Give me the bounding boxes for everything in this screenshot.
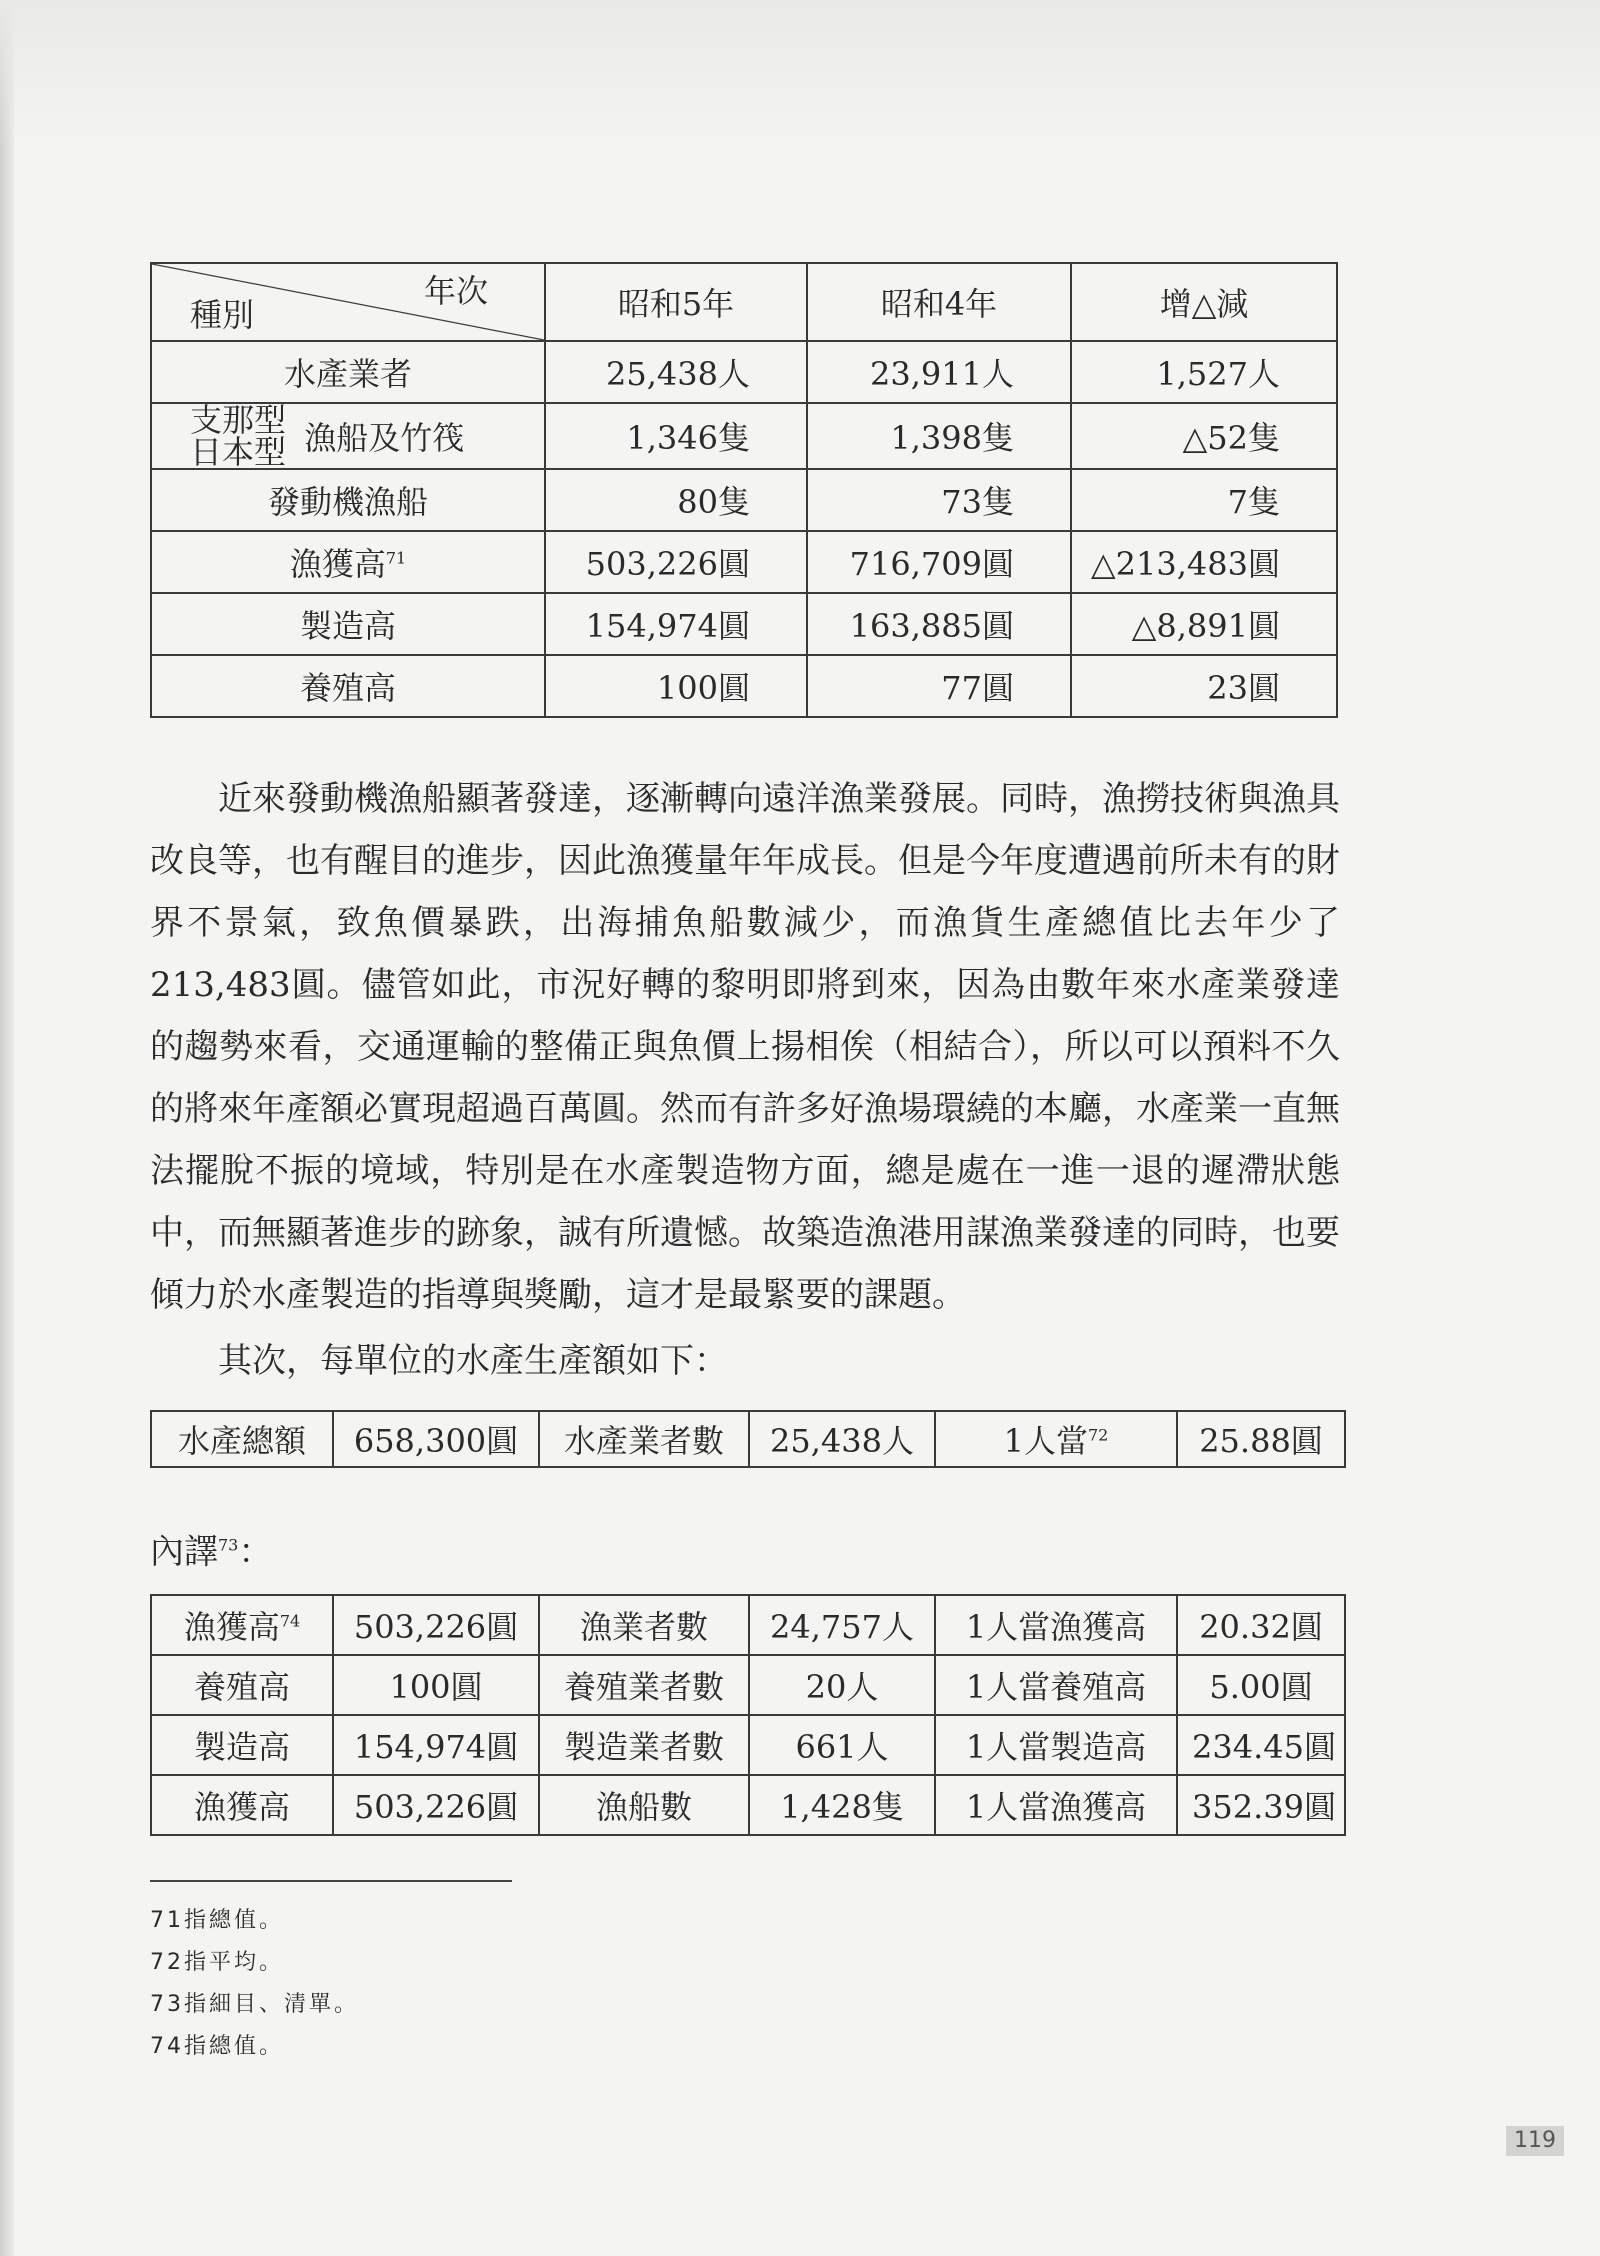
footnote-ref: 74 bbox=[279, 1611, 301, 1631]
footnote: 73指細目、清單。 bbox=[150, 1992, 359, 2017]
cell: 水產業者數 bbox=[539, 1411, 749, 1467]
cell: 製造高 bbox=[151, 1715, 333, 1775]
cell: 1,428隻 bbox=[749, 1775, 935, 1835]
cell: 1,346隻 bbox=[545, 403, 807, 469]
boat-type-top: 支那型 bbox=[190, 401, 287, 439]
cell: 1人當製造高 bbox=[935, 1715, 1177, 1775]
cell: 1,527人 bbox=[1071, 341, 1337, 403]
cell: △8,891圓 bbox=[1071, 593, 1337, 655]
row-label: 養殖高 bbox=[151, 655, 545, 717]
cell: 漁船數 bbox=[539, 1775, 749, 1835]
row-label-side: 漁船及竹筏 bbox=[304, 419, 465, 457]
cell: 1人當漁獲高 bbox=[935, 1595, 1177, 1655]
row-label: 水產業者 bbox=[151, 341, 545, 403]
boat-type-stack bbox=[190, 401, 287, 471]
cell: 503,226圓 bbox=[545, 531, 807, 593]
cell: 23圓 bbox=[1071, 655, 1337, 717]
breakdown-table bbox=[150, 1594, 1346, 1836]
cell: △213,483圓 bbox=[1071, 531, 1337, 593]
year-label: 年次 bbox=[423, 272, 488, 310]
cell: 503,226圓 bbox=[333, 1595, 539, 1655]
cell: 352.39圓 bbox=[1177, 1775, 1345, 1835]
column-header: 昭和4年 bbox=[807, 263, 1071, 341]
cell: 1人當漁獲高 bbox=[935, 1775, 1177, 1835]
cell: 養殖業者數 bbox=[539, 1655, 749, 1715]
cell: 73隻 bbox=[807, 469, 1071, 531]
cell: 5.00圓 bbox=[1177, 1655, 1345, 1715]
row-label-boats bbox=[151, 403, 545, 469]
cell: 製造業者數 bbox=[539, 1715, 749, 1775]
cell: 658,300圓 bbox=[333, 1411, 539, 1467]
cell: 100圓 bbox=[545, 655, 807, 717]
table-row bbox=[151, 1595, 1345, 1655]
row-label: 製造高 bbox=[151, 593, 545, 655]
cell: 養殖高 bbox=[151, 1655, 333, 1715]
footnote-ref: 73 bbox=[218, 1535, 239, 1555]
table-row bbox=[151, 469, 1337, 531]
body-paragraph-intro: 其次，每單位的水產生產額如下： bbox=[218, 1341, 728, 1381]
breakdown-label-text: 內譯 bbox=[150, 1532, 218, 1572]
cell: 24,757人 bbox=[749, 1595, 935, 1655]
boat-type-bottom: 日本型 bbox=[190, 433, 287, 471]
footnotes bbox=[150, 1900, 359, 2068]
cell: 漁獲高 bbox=[151, 1775, 333, 1835]
column-header: 昭和5年 bbox=[545, 263, 807, 341]
table-row bbox=[151, 593, 1337, 655]
cell: 20人 bbox=[749, 1655, 935, 1715]
page-number: 119 bbox=[1506, 2126, 1564, 2156]
cell: 163,885圓 bbox=[807, 593, 1071, 655]
diagonal-header-cell bbox=[151, 263, 545, 341]
cell-text: 1人當 bbox=[1003, 1422, 1088, 1460]
cell: 154,974圓 bbox=[333, 1715, 539, 1775]
footnote-ref: 72 bbox=[1088, 1425, 1109, 1445]
cell: 漁業者數 bbox=[539, 1595, 749, 1655]
footnote-ref: 71 bbox=[385, 548, 407, 568]
cell: 80隻 bbox=[545, 469, 807, 531]
table-header-row bbox=[151, 263, 1337, 341]
cell: 25,438人 bbox=[749, 1411, 935, 1467]
cell: 77圓 bbox=[807, 655, 1071, 717]
table-row bbox=[151, 531, 1337, 593]
top-shadow bbox=[0, 0, 1600, 150]
cell: 661人 bbox=[749, 1715, 935, 1775]
breakdown-label bbox=[150, 1524, 272, 1573]
footnote: 74指總值。 bbox=[150, 2034, 284, 2059]
cell bbox=[935, 1411, 1177, 1467]
table-row bbox=[151, 1715, 1345, 1775]
fishery-comparison-table bbox=[150, 262, 1338, 718]
table-row bbox=[151, 1775, 1345, 1835]
table-row bbox=[151, 655, 1337, 717]
table-row bbox=[151, 403, 1337, 469]
footnote: 72指平均。 bbox=[150, 1950, 284, 1975]
cell: 503,226圓 bbox=[333, 1775, 539, 1835]
row-label: 發動機漁船 bbox=[151, 469, 545, 531]
cell: 7隻 bbox=[1071, 469, 1337, 531]
page-spine-shadow bbox=[0, 0, 14, 2256]
row-label bbox=[151, 531, 545, 593]
cell: 100圓 bbox=[333, 1655, 539, 1715]
body-paragraph: 近來發動機漁船顯著發達，逐漸轉向遠洋漁業發展。同時，漁撈技術與漁具改良等，也有醒目的進步，因此漁獲量年年成長。但是今年度遭遇前所未有的財界不景氣，致魚價暴跌，出海捕魚船數減少，而漁貨生產總值比去年少了213,483圓。儘管如此，市況好轉的黎明即將到來，因為由數年來水產業發達的趨勢來看，交通運輸的整備正與魚價上揚相俟（相結合），所以可以預料不久的將來年產額必實現超過百萬圓。然而有許多好漁場環繞的本廳，水產業一直無法擺脫不振的境域，特別是在水產製造物方面，總是處在一進一退的遲滯狀態中，而無顯著進步的跡象，誠有所遺憾。故築造漁港用謀漁業發達的同時，也要傾力於水產製造的指導與獎勵，這才是最緊要的課題。 bbox=[150, 779, 1340, 1315]
cell-text: 漁獲高 bbox=[183, 1608, 280, 1646]
cell: 20.32圓 bbox=[1177, 1595, 1345, 1655]
cell: 水產總額 bbox=[151, 1411, 333, 1467]
cell: 234.45圓 bbox=[1177, 1715, 1345, 1775]
cell: 1,398隻 bbox=[807, 403, 1071, 469]
footnote-divider bbox=[150, 1880, 512, 1882]
breakdown-colon: ： bbox=[238, 1532, 273, 1572]
cell bbox=[151, 1595, 333, 1655]
cell: 716,709圓 bbox=[807, 531, 1071, 593]
cell: 23,911人 bbox=[807, 341, 1071, 403]
cell: 25,438人 bbox=[545, 341, 807, 403]
table-row bbox=[151, 1411, 1345, 1467]
cell: 1人當養殖高 bbox=[935, 1655, 1177, 1715]
row-label-text: 漁獲高 bbox=[289, 545, 386, 583]
column-header: 增△減 bbox=[1071, 263, 1337, 341]
footnote: 71指總值。 bbox=[150, 1908, 284, 1933]
kind-label: 種別 bbox=[190, 296, 255, 334]
per-unit-total-table bbox=[150, 1410, 1346, 1468]
cell: 154,974圓 bbox=[545, 593, 807, 655]
cell: 25.88圓 bbox=[1177, 1411, 1345, 1467]
table-row bbox=[151, 1655, 1345, 1715]
cell: △52隻 bbox=[1071, 403, 1337, 469]
table-row bbox=[151, 341, 1337, 403]
